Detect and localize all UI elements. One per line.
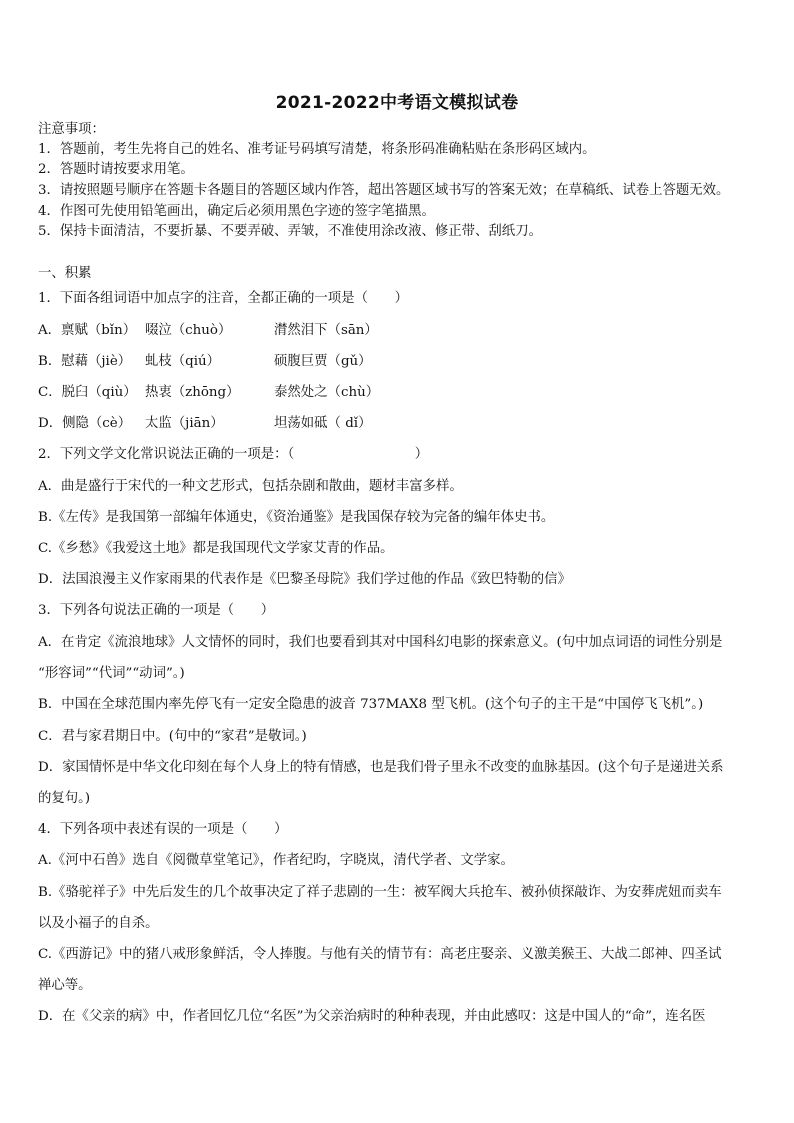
option-text: D．家国情怀是中华文化印刻在每个人身上的特有情感，也是我们骨子里永不改变的血脉基因。(这个句子是递进关系	[38, 760, 724, 775]
option-text: B.《左传》是我国第一部编年体通史，《资治通鉴》是我国保存较为完备的编年体史书。	[38, 510, 555, 525]
option-cell: 虬枝（qiú）	[145, 354, 221, 369]
option-cell: 热衷（zhōng）	[145, 385, 240, 400]
option-text: A．曲是盛行于宋代的一种文艺形式，包括杂剧和散曲，题材丰富多样。	[38, 479, 463, 494]
question-stem: 3．下列各句说法正确的一项是（ ）	[38, 603, 275, 618]
option-cell: D．侧隐（cè）	[38, 416, 132, 431]
option-cell: 硕腹巨贾（gǔ）	[274, 354, 372, 369]
option-text: C.《乡愁》《我爱这土地》都是我国现代文学家艾青的作品。	[38, 541, 394, 556]
option-cell: 潸然泪下（sān）	[274, 323, 378, 338]
option-text: A．在肯定《流浪地球》人文情怀的同时，我们也要看到其对中国科幻电影的探索意义。(句中加点词语的词性分别是	[38, 635, 723, 650]
option-cell: 啜泣（chuò）	[145, 323, 232, 338]
notice-item: 2．答题时请按要求用笔。	[38, 162, 194, 177]
question-stem: 2．下列文学文化常识说法正确的一项是：（ ）	[38, 447, 429, 462]
option-text: C.《西游记》中的猪八戒形象鲜活，令人捧腹。与他有关的情节有：高老庄娶亲、义激美猴王、大战二郎神、四圣试	[38, 947, 722, 962]
option-text-cont: 以及小福子的自杀。	[38, 916, 159, 931]
option-text: D．在《父亲的病》中，作者回忆几位“名医”为父亲治病时的种种表现，并由此感叹：这是中国人的“命”，连名医	[38, 1009, 706, 1024]
notice-item: 3．请按照题号顺序在答题卡各题目的答题区域内作答，超出答题区域书写的答案无效；在草稿纸、试卷上答题无效。	[38, 183, 730, 198]
option-cell: B．慰藉（jiè）	[38, 354, 132, 369]
page-title: 2021-2022中考语文模拟试卷	[275, 93, 519, 113]
section-heading: 一、积累	[38, 266, 92, 281]
option-cell: C．脱臼（qiù）	[38, 385, 137, 400]
notice-item: 1．答题前，考生先将自己的姓名、准考证号码填写清楚，将条形码准确粘贴在条形码区域内。	[38, 142, 596, 157]
question-stem: 1．下面各组词语中加点字的注音，全都正确的一项是（ ）	[38, 291, 409, 306]
option-text: C．君与家君期日中。(句中的“家君”是敬词。)	[38, 729, 307, 744]
option-text-cont: 禅心等。	[38, 978, 92, 993]
option-text: A.《河中石兽》选自《阅微草堂笔记》，作者纪昀，字晓岚，清代学者、文学家。	[38, 853, 514, 868]
option-cell: 太监（jiān）	[145, 416, 224, 431]
option-text-cont: “形容词”“代词”“动词”。)	[38, 666, 185, 681]
option-text: B．中国在全球范围内率先停飞有一定安全隐患的波音 737MAX8 型飞机。(这个句子的主干是“中国停飞飞机”。)	[38, 697, 704, 712]
notice-heading: 注意事项：	[38, 122, 105, 137]
option-text: D．法国浪漫主义作家雨果的代表作是《巴黎圣母院》我们学过他的作品《致巴特勒的信》	[38, 572, 571, 587]
option-text: B.《骆驼祥子》中先后发生的几个故事决定了祥子悲剧的一生：被军阀大兵抢车、被孙侦探敲诈、为安葬虎妞而卖车	[38, 885, 722, 900]
option-cell: 泰然处之（chù）	[274, 385, 380, 400]
notice-item: 4．作图可先使用铅笔画出，确定后必须用黑色字迹的签字笔描黑。	[38, 204, 435, 219]
option-text-cont: 的复句。)	[38, 791, 91, 806]
notice-item: 5．保持卡面清洁，不要折暴、不要弄破、弄皱，不准使用涂改液、修正带、刮纸刀。	[38, 224, 542, 239]
question-stem: 4．下列各项中表述有误的一项是（ ）	[38, 822, 288, 837]
option-cell: A．禀赋（bǐn）	[38, 323, 137, 338]
option-cell: 坦荡如砥（ dǐ）	[274, 416, 372, 431]
